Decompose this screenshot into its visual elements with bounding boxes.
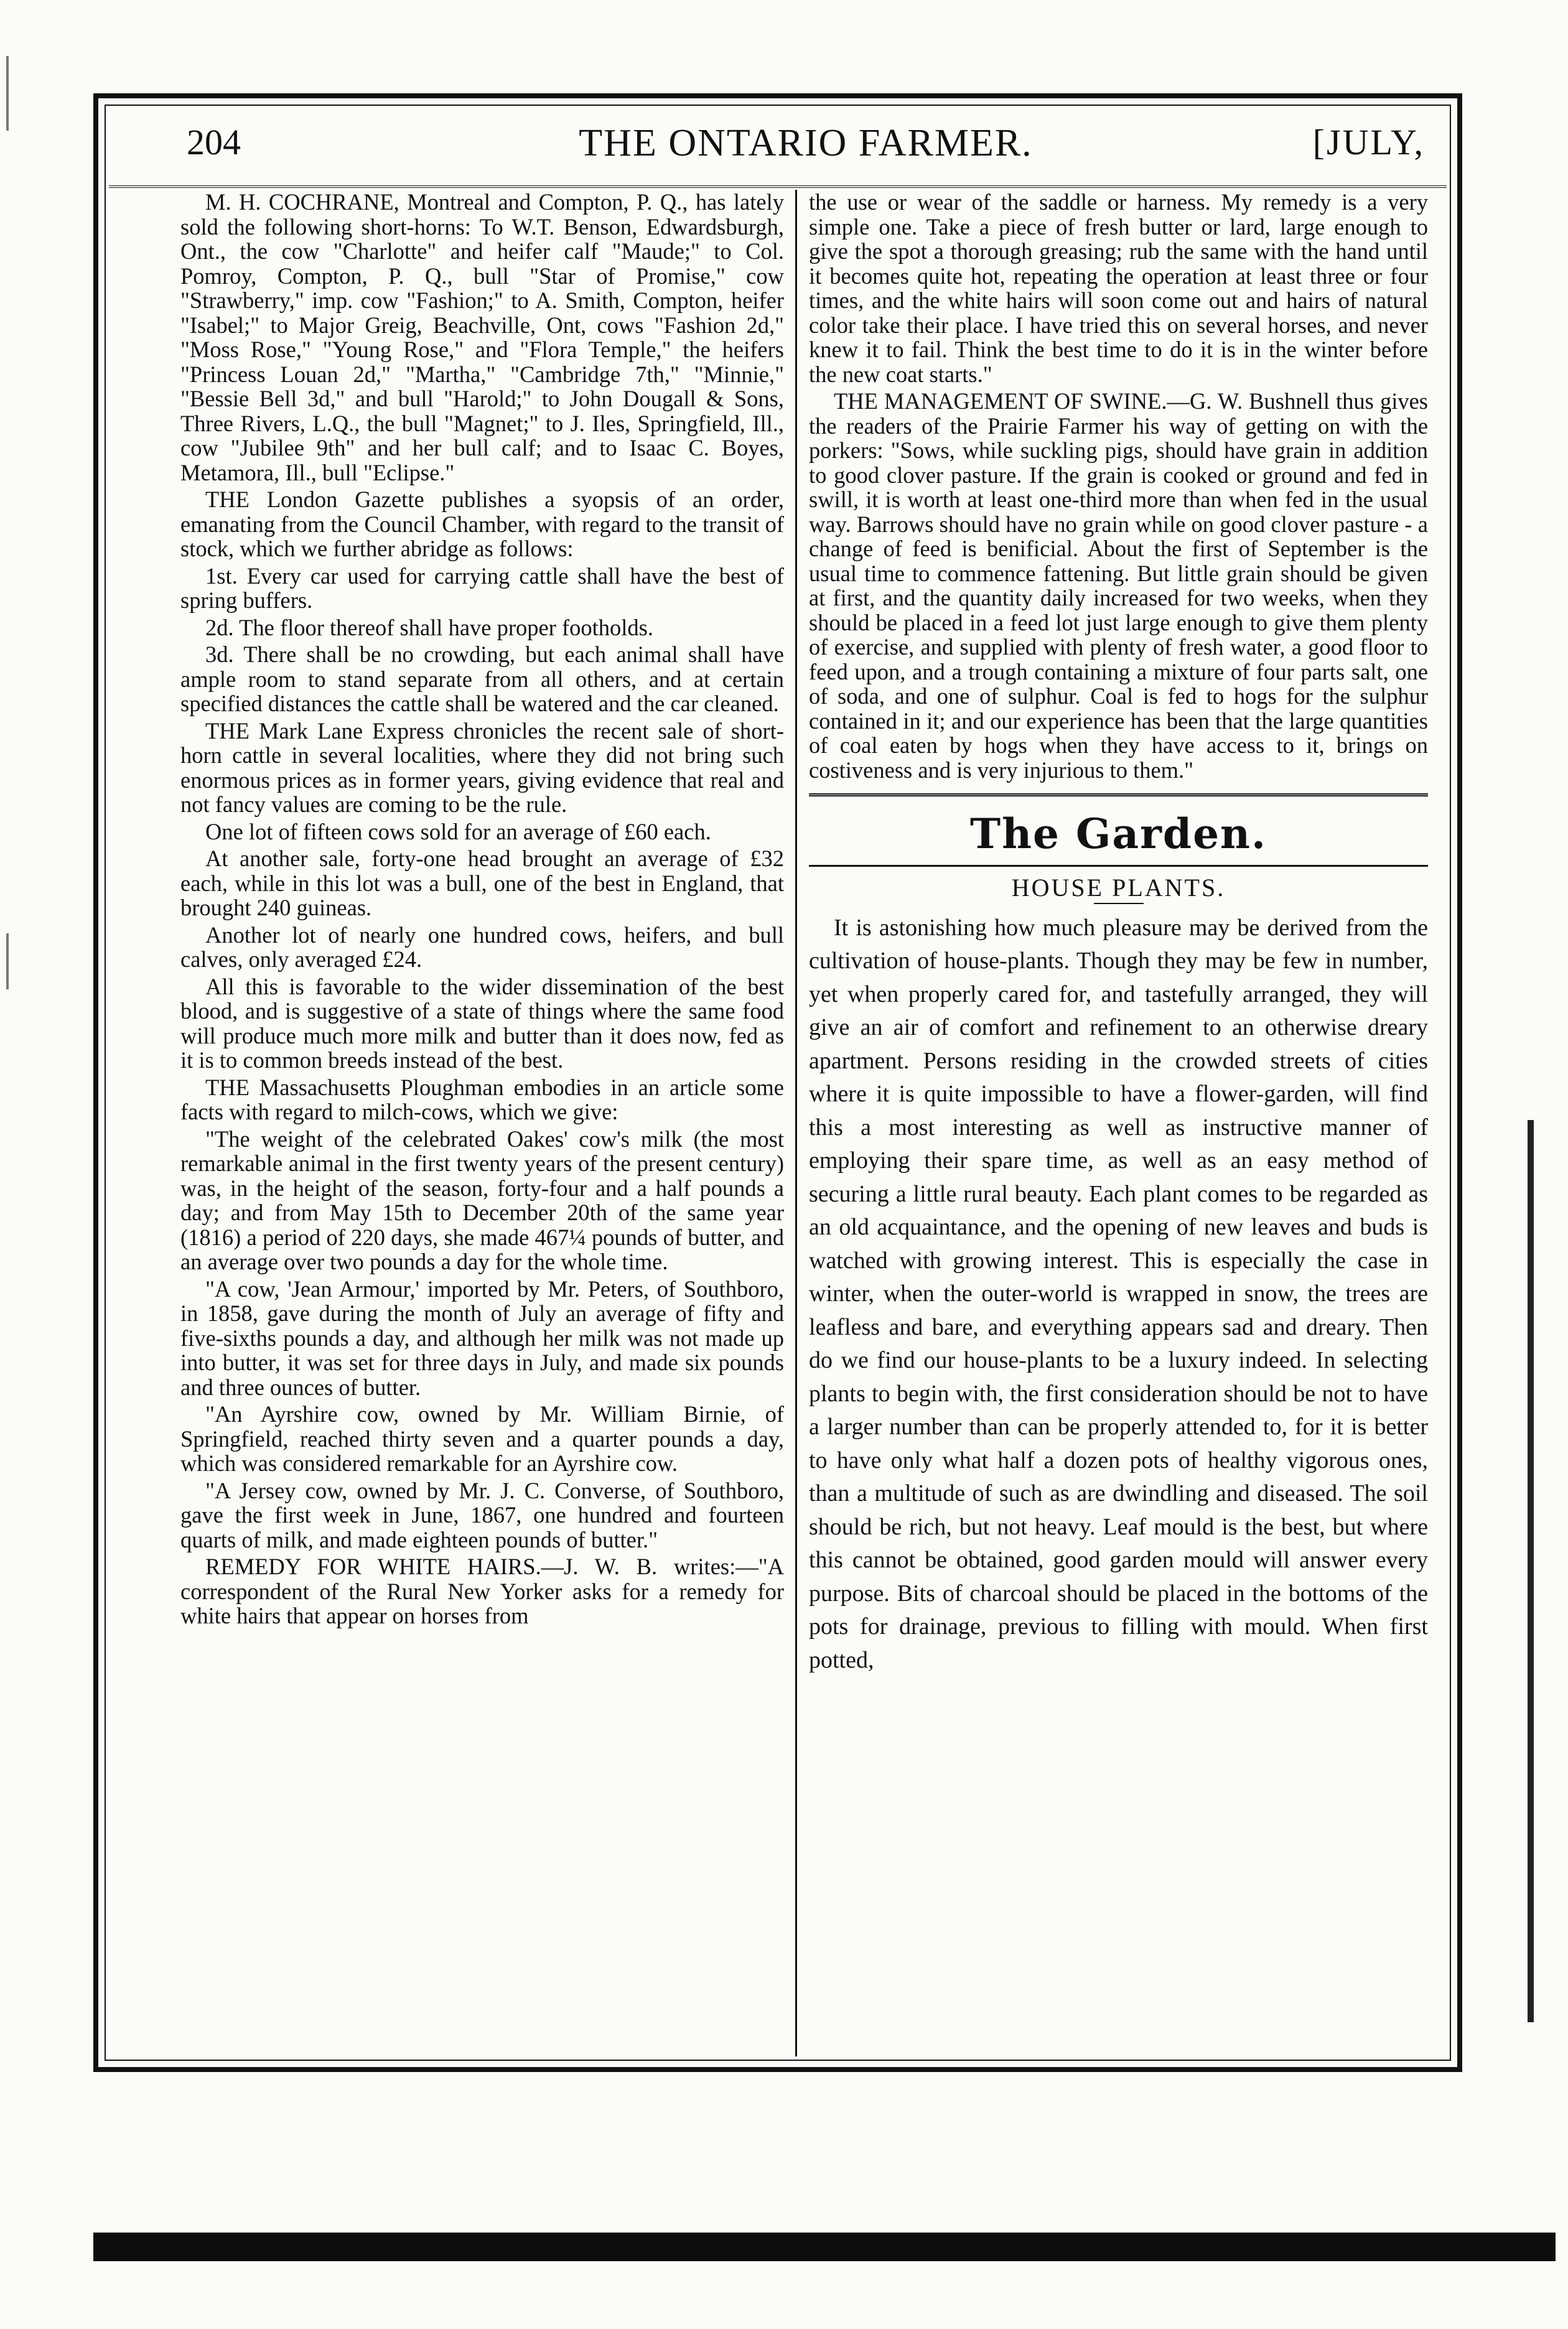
section-rule bbox=[809, 793, 1428, 796]
paragraph: REMEDY FOR WHITE HAIRS.—J. W. B. writes:—"A correspondent of the Rural New Yorker asks for a remedy for white hairs that appear on horses from bbox=[180, 1554, 784, 1628]
header-rule bbox=[109, 185, 1447, 188]
paragraph: THE MANAGEMENT OF SWINE.—G. W. Bushnell thus gives the readers of the Prairie Farmer his way of getting on with the porkers: "Sows, while suckling pigs, should have grain in addition to good clover pasture. If the grain is cooked or ground and fed in swill, it is worth at least one-third more than when fed in the usual way. Barrows should have no grain while on good clover pasture - a change of feed is benificial. About the first of September is the usual time to commence fattening. But little grain should be given at first, and the quantity daily increased for two weeks, when they should be placed in a feed lot just large enough to give them plenty of exercise, and supplied with plenty of fresh water, a good floor to feed upon, and a trough containing a mixture of four parts salt, one of soda, and one of sulphur. Coal is fed to hogs for the sulphur contained in it; and our experience has been that the large quantities of coal eaten by hogs when they have access to it, brings on costiveness and is very injurious to them." bbox=[809, 388, 1428, 783]
binding-mark bbox=[6, 933, 9, 989]
paragraph: It is astonishing how much pleasure may be derived from the cultivation of house-plants. Though they may be few in number, yet when properly cared for, and tastefully arranged, they will give an air of comfort and refinement to an otherwise dreary apartment. Persons residing in the crowded streets of cities where it is quite impossible to have a flower-garden, will find this a most interesting as well as instructive manner of employing their spare time, as well as an easy method of securing a little rural beauty. Each plant comes to be regarded as an old acquaintance, and the opening of new leaves and buds is watched with growing interest. This is especially the case in winter, when the outer-world is wrapped in snow, the trees are leafless and bare, and everything appears sad and dreary. Then do we find our house-plants to be a luxury indeed. In selecting plants to begin with, the first consideration should be not to have a larger number than can be properly attended to, for it is better to have only what half a dozen pots of healthy vigorous ones, than a multitude of such as are dwindling and diseased. The soil should be rich, but not heavy. Leaf mould is the best, but where this cannot be obtained, good garden mould will answer every purpose. Bits of charcoal should be placed in the bottoms of the pots for drainage, previous to filling with mould. When first potted, bbox=[809, 914, 1428, 1673]
garden-article bbox=[809, 912, 1428, 1678]
heading-underline bbox=[1094, 903, 1144, 904]
paragraph: One lot of fifteen cows sold for an average of £60 each. bbox=[205, 818, 711, 844]
paragraph: 3d. There shall be no crowding, but each animal shall have ample room to stand separate from all others, and at certain specified distances the cattle shall be watered and the car cleaned. bbox=[180, 642, 784, 716]
paragraph: 1st. Every car used for carrying cattle shall have the best of spring buffers. bbox=[180, 562, 784, 613]
quoted-paragraph: "A Jersey cow, owned by Mr. J. C. Converse, of Southboro, gave the first week in June, 1867, one hundred and fourteen quarts of milk, and made eighteen pounds of butter." bbox=[180, 1477, 784, 1552]
paragraph: All this is favorable to the wider dissemination of the best blood, and is suggestive of a state of things where the same food will produce much more milk and butter than it does now, fed as it is to common breeds instead of the best. bbox=[180, 973, 784, 1073]
quoted-paragraph: "An Ayrshire cow, owned by Mr. William Birnie, of Springfield, reached thirty seven and a quarter pounds a day, which was considered remarkable for an Ayrshire cow. bbox=[180, 1401, 784, 1476]
left-column bbox=[180, 190, 784, 2056]
section-heading: The Garden. bbox=[969, 810, 1267, 858]
margin-mark bbox=[1528, 1120, 1534, 2022]
paragraph: THE Massachusetts Ploughman embodies in an article some facts with regard to milch-cows, which we give: bbox=[180, 1074, 784, 1124]
paragraph: the use or wear of the saddle or harness. My remedy is a very simple one. Take a piece of fresh butter or lard, large enough to give the spot a thorough greasing; rub the same with the hand until it becomes quite hot, repeating the operation at least three or four times, and the white hairs will soon come out and hairs of natural color take their place. I have tried this on several horses, and never knew it to fail. Think the best time to do it is in the winter before the new coat starts." bbox=[809, 190, 1428, 387]
quoted-paragraph: "A cow, 'Jean Armour,' imported by Mr. Peters, of Southboro, in 1858, gave during the month of July an average of fifty and five-sixths pounds a day, and although her milk was not made up into butter, it was set for three days in July, and made six pounds and three ounces of butter. bbox=[180, 1276, 784, 1400]
paragraph: M. H. COCHRANE, Montreal and Compton, P. Q., has lately sold the following short-horns: To W.T. Benson, Edwardsburgh, Ont., the cow "Charlotte" and heifer calf "Maude;" to Col. Pomroy, Compton, P. Q., bull "Star of Promise," cow "Strawberry," imp. cow "Fashion;" to A. Smith, Compton, heifer "Isabel;" to Major Greig, Beachville, Ont, cows "Fashion 2d," "Moss Rose," "Young Rose," and "Flora Temple," the heifers "Princess Louan 2d," "Martha," "Cambridge 7th," "Minnie," "Bessie Bell 3d," and bull "Harold;" to John Dougall & Sons, Three Rivers, L.Q., the bull "Magnet;" to J. Iles, Springfield, Ill., cow "Jubilee 9th" and her bull calf; and to Isaac C. Boyes, Metamora, Ill., bull "Eclipse." bbox=[180, 190, 784, 485]
paragraph: THE London Gazette publishes a syopsis of an order, emanating from the Council Chamber, with regard to the transit of stock, which we further abridge as follows: bbox=[180, 487, 784, 561]
quoted-paragraph: "The weight of the celebrated Oakes' cow's milk (the most remarkable animal in the first twenty years of the present century) was, in the height of the season, forty-four and a half pounds a day; and from May 15th to December 20th of the same year (1816) a period of 220 days, she made 467¼ pounds of butter, and an average over two pounds a day for the whole time. bbox=[180, 1126, 784, 1274]
scan-edge-bar bbox=[93, 2233, 1556, 2261]
right-column bbox=[809, 190, 1428, 2056]
article-heading: HOUSE PLANTS. bbox=[1011, 874, 1226, 902]
paragraph: Another lot of nearly one hundred cows, heifers, and bull calves, only averaged £24. bbox=[180, 922, 784, 972]
section-rule-lower bbox=[809, 865, 1428, 867]
paragraph: 2d. The floor thereof shall have proper footholds. bbox=[205, 614, 654, 640]
paragraph: THE Mark Lane Express chronicles the recent sale of short-horn cattle in several localities, where they did not bring such enormous prices as in former years, giving evidence that real and not fancy values are coming to be the rule. bbox=[180, 717, 784, 817]
paragraph: At another sale, forty-one head brought an average of £32 each, while in this lot was a bull, one of the best in England, that brought 240 guineas. bbox=[180, 846, 784, 920]
running-title: THE ONTARIO FARMER. bbox=[579, 122, 1033, 164]
issue-month: [JULY, bbox=[1312, 122, 1425, 162]
page-number: 204 bbox=[187, 122, 241, 162]
column-divider bbox=[795, 190, 797, 2056]
binding-mark bbox=[6, 56, 9, 131]
page-header bbox=[187, 121, 1425, 177]
